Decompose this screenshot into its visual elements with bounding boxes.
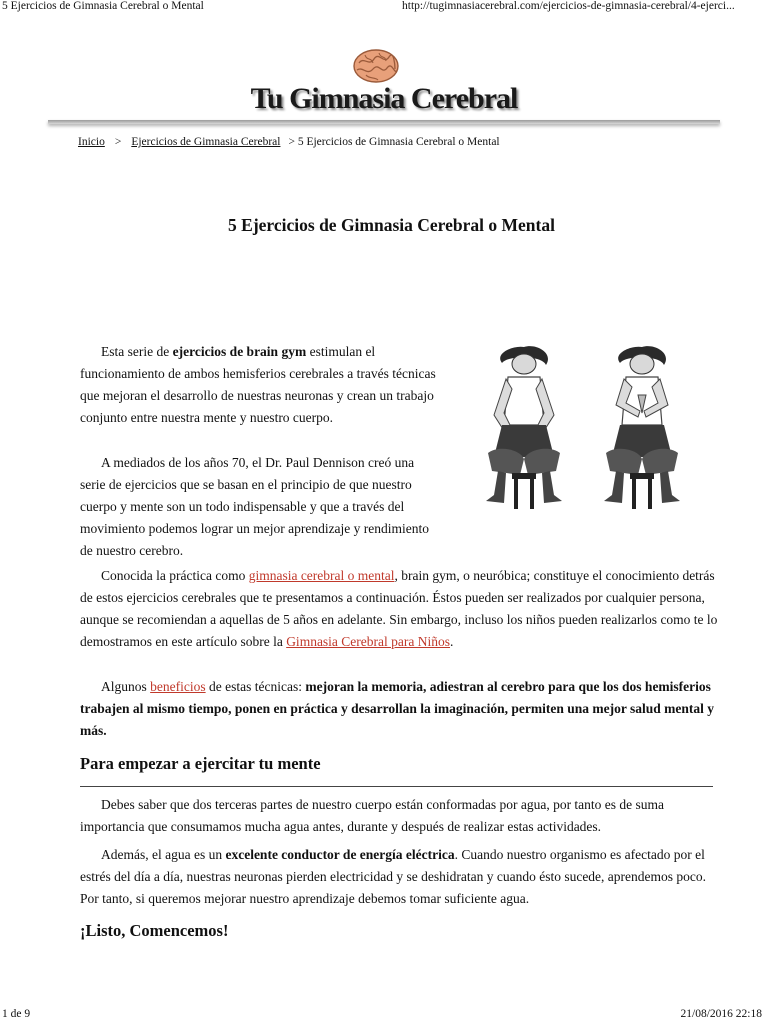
brain-icon: [351, 47, 401, 85]
link-beneficios[interactable]: beneficios: [150, 679, 206, 694]
breadcrumb: [78, 136, 504, 148]
paragraph-practice: Conocida la práctica como gimnasia cerebral o mental, brain gym, o neuróbica; constituye el conocimiento detrás de estos ejercicios cerebrales que te presentamos a continuación. Éstos pueden ser realizados por cualquier persona, aunque se recomiendan a aquellas de 5 años en adelante. Sin embargo, incluso los niños pueden realizarlos como te lo demostramos en este artículo sobre la Gimnasia Cerebral para Niños.: [80, 568, 718, 649]
print-footer-page: 1 de 9: [2, 1008, 31, 1020]
link-gimnasia-ninos[interactable]: Gimnasia Cerebral para Niños: [286, 634, 451, 649]
site-title[interactable]: Tu Gimnasia Cerebral: [250, 82, 518, 115]
section-heading-start: Para empezar a ejercitar tu mente: [80, 754, 321, 773]
paragraph-dennison: A mediados de los años 70, el Dr. Paul Dennison creó una serie de ejercicios que se basan en el principio de que nuestro cuerpo y mente son un todo indispensable y que a través del movimiento podemos lograr un mejor aprendizaje y rendimiento de nuestro cerebro.: [80, 455, 430, 558]
paragraph-benefits: Algunos beneficios de estas técnicas: mejoran la memoria, adiestran al cerebro para que los dos hemisferios trabajen al mismo tiempo, ponen en práctica y desarrollan la imaginación, permiten una mejor salud mental y más.: [80, 679, 714, 738]
article-title: 5 Ejercicios de Gimnasia Cerebral o Mental: [228, 215, 555, 235]
section-divider: [80, 786, 713, 787]
breadcrumb-category-link[interactable]: Ejercicios de Gimnasia Cerebral: [131, 136, 281, 148]
figure-left: [486, 346, 562, 509]
print-header-url: http://tugimnasiacerebral.com/ejercicios-de-gimnasia-cerebral/4-ejerci...: [402, 0, 735, 12]
title-divider: [48, 120, 720, 124]
link-gimnasia-cerebral[interactable]: gimnasia cerebral o mental: [248, 568, 395, 583]
paragraph-intro: Esta serie de ejercicios de brain gym estimulan el funcionamiento de ambos hemisferios cerebrales a través técnicas que mejoran el desarrollo de nuestras neuronas y crean un trabajo conjunto entre nuestra mente y nuestro cuerpo.: [80, 344, 436, 425]
figure-right: [604, 346, 680, 509]
breadcrumb-current: > 5 Ejercicios de Gimnasia Cerebral o Mental: [288, 136, 500, 148]
brain-gym-illustration: [484, 345, 710, 510]
section-heading-begin: ¡Listo, Comencemos!: [80, 921, 229, 940]
print-footer-datetime: 21/08/2016 22:18: [680, 1008, 762, 1020]
paragraph-conductor: Además, el agua es un excelente conductor de energía eléctrica. Cuando nuestro organismo es afectado por el estrés del día a día, nuestras neuronas pierden electricidad y se deshidratan y cuando ésto sucede, aprendemos poco. Por tanto, si queremos mejorar nuestro aprendizaje debemos tomar suficiente agua.: [80, 847, 707, 906]
print-header-title: 5 Ejercicios de Gimnasia Cerebral o Mental: [2, 0, 204, 12]
breadcrumb-home-link[interactable]: Inicio: [78, 136, 105, 148]
paragraph-water: Debes saber que dos terceras partes de nuestro cuerpo están conformadas por agua, por tanto es de suma importancia que consumamos mucha agua antes, durante y después de realizar estas actividades.: [80, 797, 665, 834]
breadcrumb-separator: >: [114, 136, 122, 148]
